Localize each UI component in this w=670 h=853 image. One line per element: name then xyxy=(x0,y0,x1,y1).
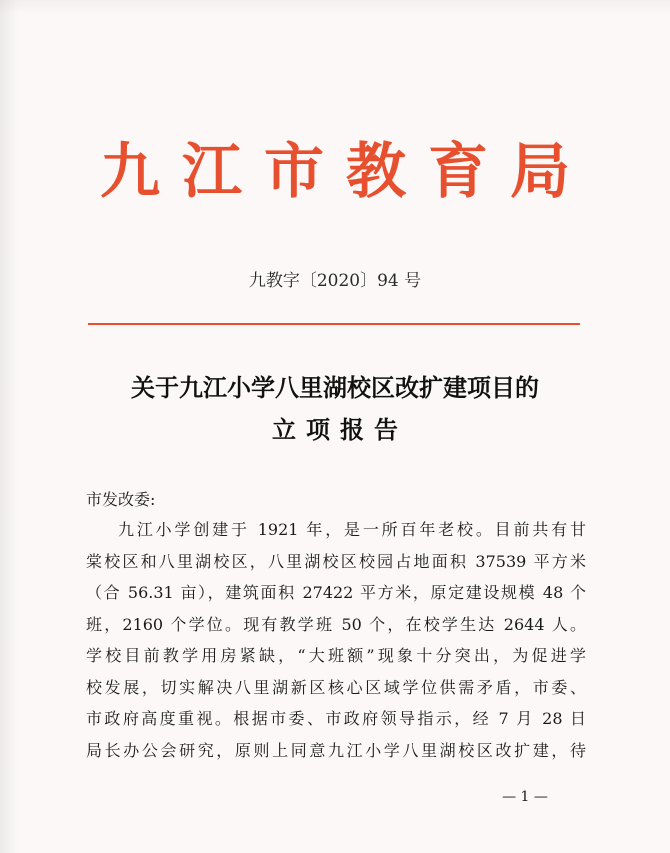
body-line: 九江小学创建于 1921 年，是一所百年老校。目前共有甘 xyxy=(118,520,586,539)
page-number: — 1 — xyxy=(502,789,548,805)
body-line: （合 56.31 亩），建筑面积 27422 平方米，原定建设规模 48 个 xyxy=(86,583,586,602)
document-title-line-1: 关于九江小学八里湖校区改扩建项目的 xyxy=(131,373,539,402)
body-line: 班，2160 个学位。现有教学班 50 个，在校学生达 2644 人。 xyxy=(86,614,586,634)
body-line: 学校目前教学用房紧缺，“大班额”现象十分突出，为促进学 xyxy=(86,646,586,665)
addressee: 市发改委: xyxy=(86,490,156,509)
body-line: 市政府高度重视。根据市委、市政府领导指示，经 7 月 28 日 xyxy=(86,709,586,728)
body-line: 校发展，切实解决八里湖新区核心区域学位供需矛盾，市委、 xyxy=(86,677,586,697)
letterhead-title: 九江市教育局 xyxy=(100,137,592,207)
body-line: 棠校区和八里湖校区，八里湖校区校园占地面积 37539 平方米 xyxy=(86,551,586,571)
document-title-line-2: 立项报告 xyxy=(272,415,408,444)
document-number: 九教字〔2020〕94 号 xyxy=(248,271,422,291)
scan-shadow-top xyxy=(0,0,670,14)
letterhead-red-rule xyxy=(88,323,580,325)
body-line: 局长办公会研究，原则上同意九江小学八里湖校区改扩建，待 xyxy=(86,740,586,760)
body-text xyxy=(86,514,586,766)
